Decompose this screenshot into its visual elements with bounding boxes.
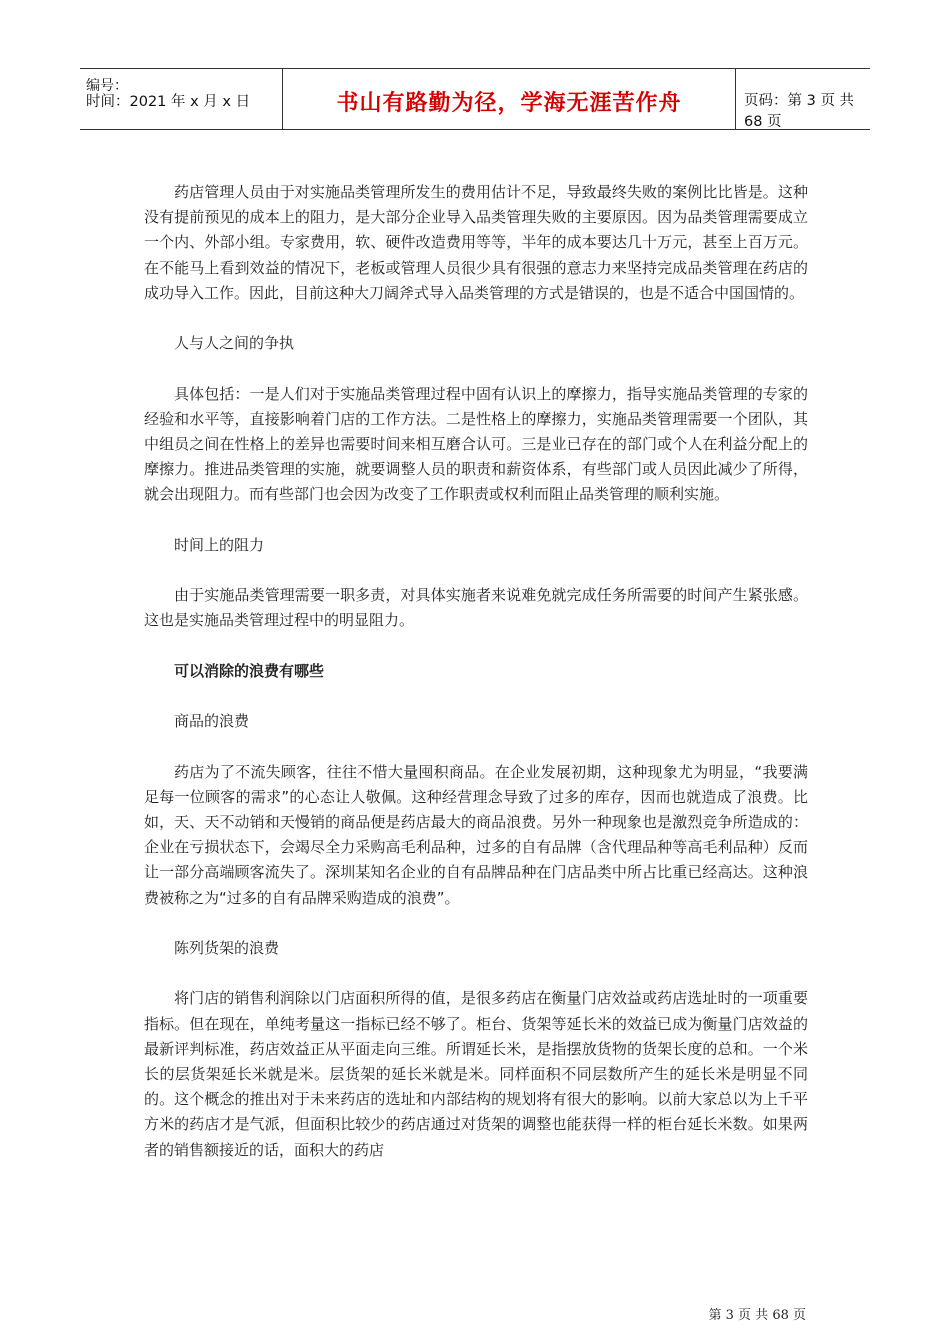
document-body (144, 180, 808, 1188)
section-heading: 可以消除的浪费有哪些 (174, 661, 325, 680)
paragraph: 由于实施品类管理需要一职多责，对具体实施者来说难免就完成任务所需要的时间产生紧张感。这也是实施品类管理过程中的明显阻力。 (144, 586, 808, 630)
paragraph: 将门店的销售利润除以门店面积所得的值，是很多药店在衡量门店效益或药店选址时的一项重要指标。但在现在，单纯考量这一指标已经不够了。柜台、货架等延长米的效益已成为衡量门店效益的最新评判标准，药店效益正从平面走向三维。所谓延长米，是指摆放货物的货架长度的总和。一个米长的层货架延长米就是米。层货架的延长米就是米。同样面积不同层数所产生的延长米是明显不同的。这个概念的推出对于未来药店的选址和内部结构的规划将有很大的影响。以前大家总以为上千平方米的药店才是气派，但面积比较少的药店通过对货架的调整也能获得一样的柜台延长米数。如果两者的销售额接近的话，面积大的药店 (144, 989, 808, 1159)
section-subheading: 陈列货架的浪费 (174, 938, 280, 957)
header-motto-cell (282, 69, 736, 129)
document-number-label: 编号： (86, 78, 128, 94)
section-subheading: 商品的浪费 (174, 712, 250, 731)
document-date-label: 时间：2021 年 x 月 x 日 (86, 94, 251, 110)
section-subheading: 时间上的阻力 (174, 535, 265, 554)
section-subheading: 人与人之间的争执 (174, 334, 295, 353)
paragraph: 药店管理人员由于对实施品类管理所发生的费用估计不足，导致最终失败的案例比比皆是。这种没有提前预见的成本上的阻力，是大部分企业导入品类管理失败的主要原因。因为品类管理需要成立一个内、外部小组。专家费用，软、硬件改造费用等等，半年的成本要达几十万元，甚至上百万元。在不能马上看到效益的情况下，老板或管理人员很少具有很强的意志力来坚持完成品类管理在药店的成功导入工作。因此，目前这种大刀阔斧式导入品类管理的方式是错误的，也是不适合中国国情的。 (144, 183, 808, 302)
header-motto: 书山有路勤为径，学海无涯苦作舟 (336, 91, 682, 116)
page-header (80, 68, 870, 130)
header-page-info: 页码：第 3 页 共 68 页 (744, 93, 855, 130)
header-page-cell (736, 69, 870, 129)
page-footer: 第 3 页 共 68 页 (708, 1308, 806, 1323)
header-meta-cell (80, 69, 280, 129)
paragraph: 药店为了不流失顾客，往往不惜大量囤积商品。在企业发展初期，这种现象尤为明显，“我要满足每一位顾客的需求”的心态让人敬佩。这种经营理念导致了过多的库存，因而也就造成了浪费。比如，天、天不动销和天慢销的商品便是药店最大的商品浪费。另外一种现象也是激烈竞争所造成的：企业在亏损状态下，会竭尽全力采购高毛利品种，过多的自有品牌（含代理品种等高毛利品种）反而让一部分高端顾客流失了。深圳某知名企业的自有品牌品种在门店品类中所占比重已经高达。这种浪费被称之为“过多的自有品牌采购造成的浪费”。 (144, 762, 808, 907)
paragraph: 具体包括：一是人们对于实施品类管理过程中固有认识上的摩擦力，指导实施品类管理的专家的经验和水平等，直接影响着门店的工作方法。二是性格上的摩擦力，实施品类管理需要一个团队，其中组员之间在性格上的差异也需要时间来相互磨合认可。三是业已存在的部门或个人在利益分配上的摩擦力。推进品类管理的实施，就要调整人员的职责和薪资体系，有些部门或人员因此减少了所得，就会出现阻力。而有些部门也会因为改变了工作职责或权利而阻止品类管理的顺利实施。 (144, 384, 808, 504)
